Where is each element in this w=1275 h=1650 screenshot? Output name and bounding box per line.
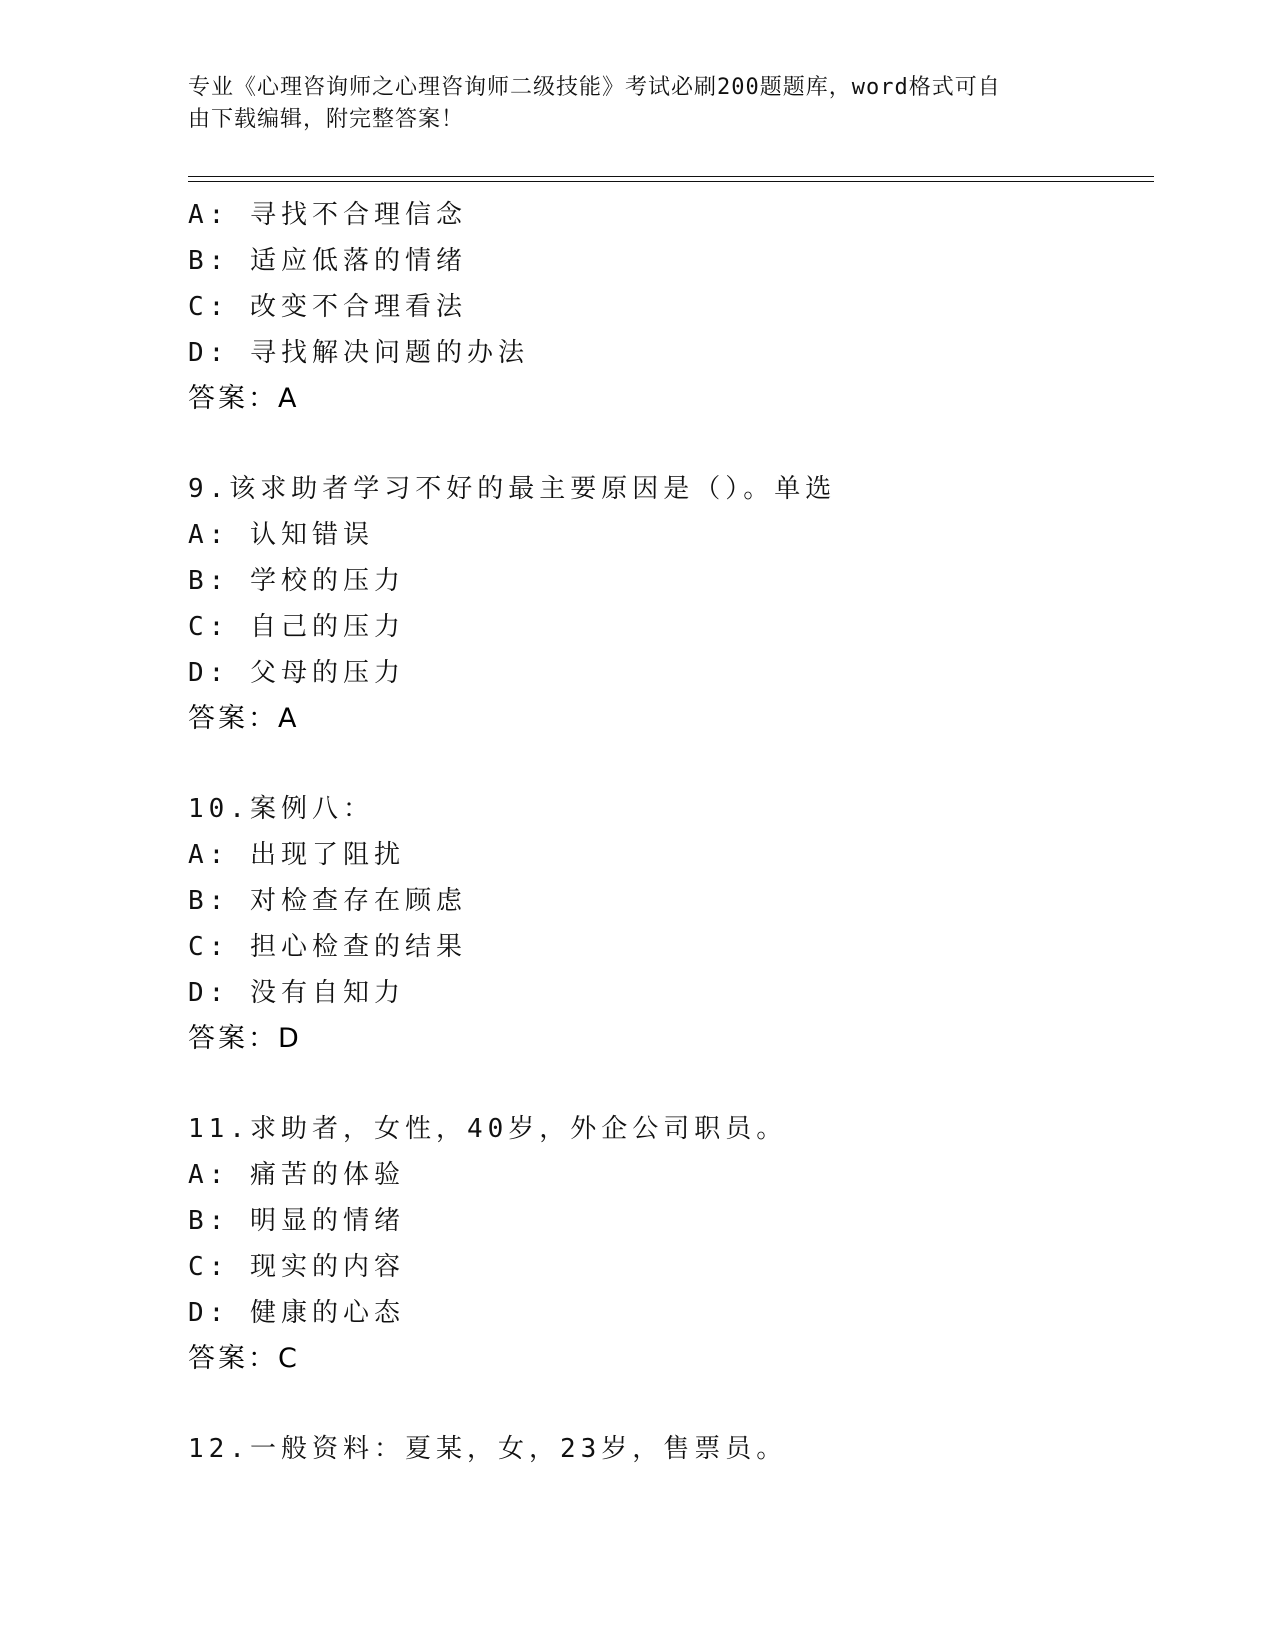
- option-d: D: 寻找解决问题的办法: [188, 338, 529, 368]
- option-c: C: 担心检查的结果: [188, 932, 467, 962]
- question-stem: 11.求助者，女性，40岁，外企公司职员。: [188, 1114, 788, 1144]
- question-stem: 9.该求助者学习不好的最主要原因是（）。单选: [188, 474, 837, 504]
- option-b: B: 对检查存在顾虑: [188, 886, 467, 916]
- option-b: B: 适应低落的情绪: [188, 246, 467, 276]
- question-12: [188, 1426, 1148, 1472]
- answer-line: 答案：C: [188, 1343, 300, 1374]
- option-d: D: 没有自知力: [188, 978, 405, 1008]
- answer-line: 答案：A: [188, 703, 300, 734]
- option-a: A: 认知错误: [188, 520, 374, 550]
- option-d: D: 父母的压力: [188, 658, 405, 688]
- option-d: D: 健康的心态: [188, 1298, 405, 1328]
- header-line-1: 专业《心理咨询师之心理咨询师二级技能》考试必刷200题题库，word格式可自: [188, 75, 1001, 100]
- option-a: A: 出现了阻扰: [188, 840, 405, 870]
- header-divider-bottom: [188, 181, 1154, 182]
- option-a: A: 寻找不合理信念: [188, 200, 467, 230]
- option-b: B: 学校的压力: [188, 566, 405, 596]
- option-c: C: 现实的内容: [188, 1252, 405, 1282]
- option-c: C: 改变不合理看法: [188, 292, 467, 322]
- document-header: [188, 72, 1088, 136]
- option-c: C: 自己的压力: [188, 612, 405, 642]
- answer-line: 答案：A: [188, 383, 300, 414]
- header-divider-top: [188, 176, 1154, 177]
- question-10: [188, 786, 1148, 1062]
- question-11: [188, 1106, 1148, 1382]
- option-b: B: 明显的情绪: [188, 1206, 405, 1236]
- header-line-2: 由下载编辑，附完整答案！: [188, 107, 465, 132]
- question-stem: 10.案例八：: [188, 794, 374, 824]
- question-stem: 12.一般资料：夏某，女，23岁，售票员。: [188, 1434, 788, 1464]
- answer-line: 答案：D: [188, 1023, 302, 1054]
- question-8: [188, 192, 1148, 422]
- option-a: A: 痛苦的体验: [188, 1160, 405, 1190]
- question-list: [188, 192, 1148, 1472]
- question-9: [188, 466, 1148, 742]
